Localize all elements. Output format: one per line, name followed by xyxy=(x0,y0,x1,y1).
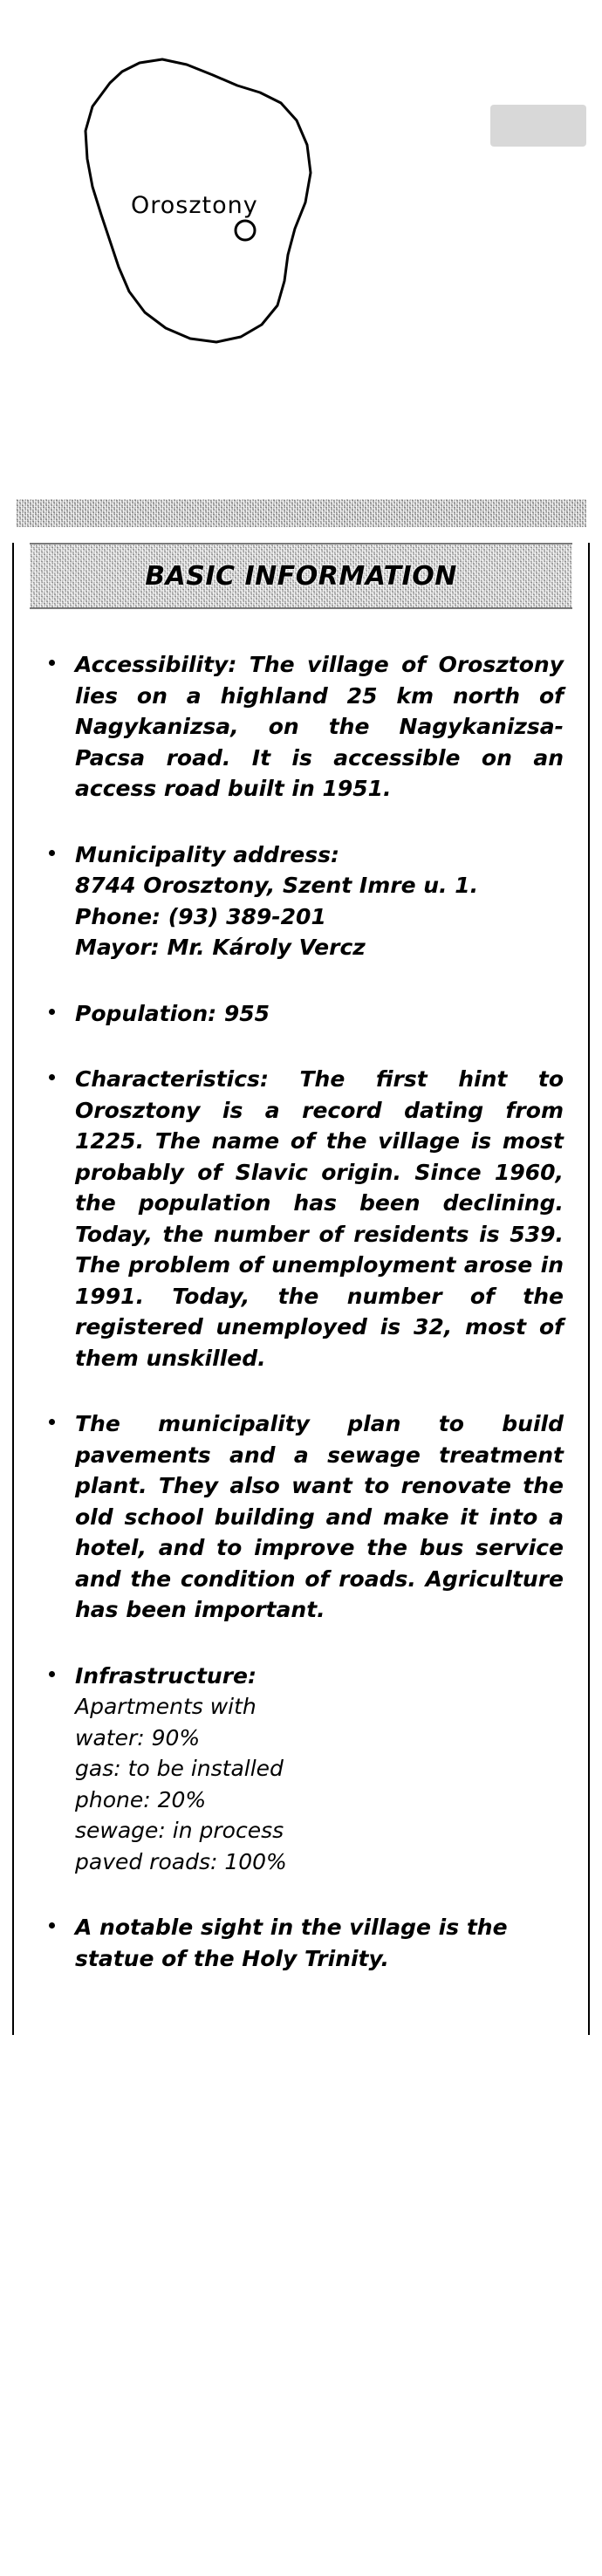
infrastructure-water: water: 90% xyxy=(75,1724,201,1750)
map-outline-svg xyxy=(0,0,602,489)
section-divider xyxy=(16,499,586,527)
accessibility-text: Accessibility: The village of Orosztony lies on a highland 25 km north of Nagykanizsa, on the Nagykanizsa-Pacsa road. It is accessible on an access road built in 1951. xyxy=(75,652,564,801)
information-list xyxy=(21,609,581,2035)
list-item xyxy=(38,1661,564,1878)
list-item xyxy=(38,1064,564,1374)
list-item xyxy=(38,1408,564,1626)
infrastructure-phone: phone: 20% xyxy=(75,1786,207,1812)
bullet-dot-icon xyxy=(49,1922,55,1929)
infrastructure-apartments: Apartments with xyxy=(75,1694,257,1719)
list-item xyxy=(38,839,564,963)
page-title: BASIC INFORMATION xyxy=(145,560,457,592)
municipality-phone-line: Phone: (93) 389-201 xyxy=(75,903,326,929)
bullet-dot-icon xyxy=(49,1671,55,1677)
bullet-dot-icon xyxy=(49,1009,55,1015)
village-marker-circle xyxy=(236,221,255,240)
municipality-address-line: 8744 Orosztony, Szent Imre u. 1. xyxy=(75,873,479,898)
notable-sight-text: A notable sight in the village is the statue of the Holy Trinity. xyxy=(75,1915,508,1971)
basic-information-banner xyxy=(30,543,572,609)
list-item xyxy=(38,998,564,1030)
infrastructure-block xyxy=(75,1661,564,1878)
infrastructure-sewage: sewage: in process xyxy=(75,1818,284,1843)
village-map xyxy=(0,0,602,489)
municipality-plan-text: The municipality plan to build pavements and a sewage treatment plant. They also want to renovate the old school building and make it into a hotel, and to improve the bus service and the condition of roads. Agriculture has been important. xyxy=(75,1411,564,1622)
characteristics-text: Characteristics: The first hint to Orosztony is a record dating from 1225. The name of the village is most probably of Slavic origin. Since 1960, the population has been declining. Today, the number of residents is 539. The problem of unemployment arose in 1991. Today, the number of the registered unemployed is 32, most of them unskilled. xyxy=(75,1066,564,1371)
municipality-address-line: Municipality address: xyxy=(75,841,339,867)
infrastructure-gas: gas: to be installed xyxy=(75,1756,284,1781)
bullet-dot-icon xyxy=(49,850,55,856)
municipality-mayor-line: Mayor: Mr. Károly Vercz xyxy=(75,935,366,960)
map-village-label: Orosztony xyxy=(131,192,258,219)
population-text: Population: 955 xyxy=(75,1000,270,1026)
municipality-address-block xyxy=(75,839,564,963)
content-frame xyxy=(0,543,602,2035)
list-item xyxy=(38,1912,564,1974)
bullet-dot-icon xyxy=(49,1419,55,1425)
bullet-dot-icon xyxy=(49,1074,55,1080)
list-item xyxy=(38,649,564,805)
infrastructure-heading: Infrastructure: xyxy=(75,1662,257,1689)
infrastructure-paved-roads: paved roads: 100% xyxy=(75,1848,287,1874)
map-grey-patch xyxy=(490,105,586,147)
bullet-dot-icon xyxy=(49,660,55,666)
